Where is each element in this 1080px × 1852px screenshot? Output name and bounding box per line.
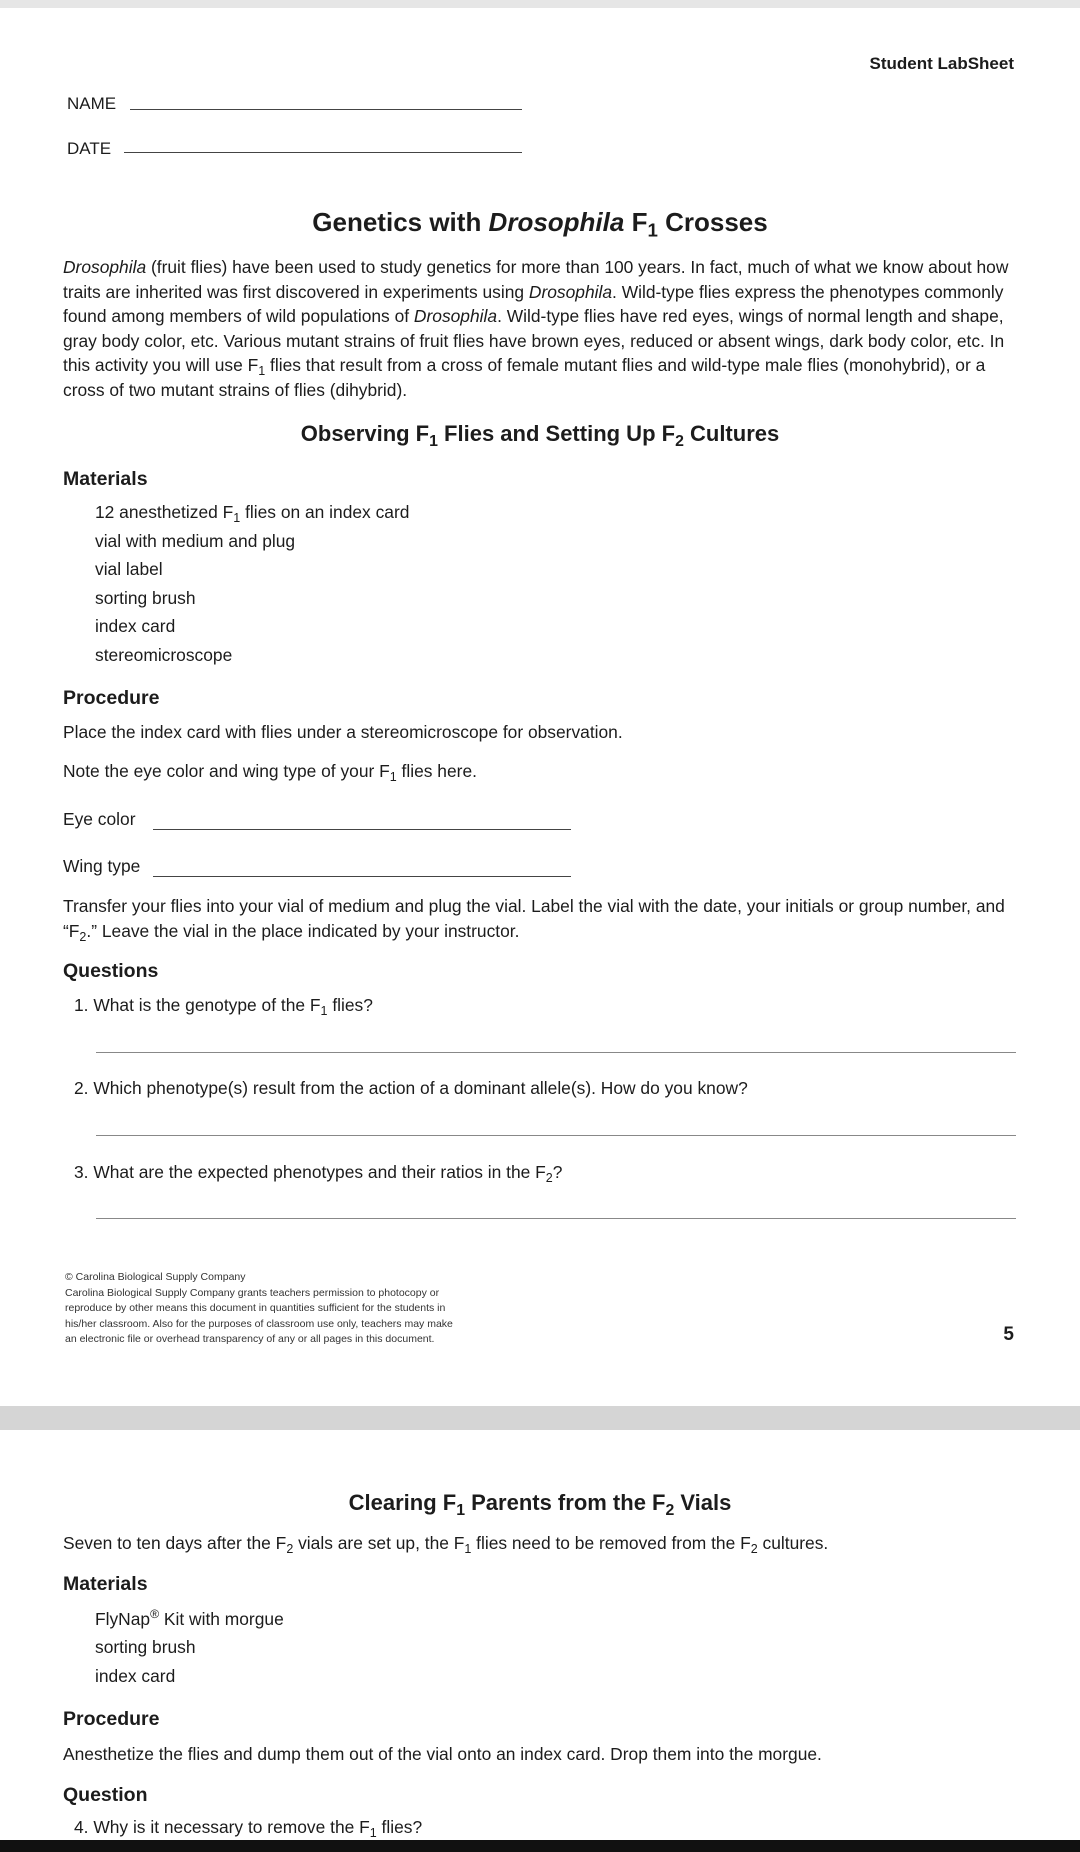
materials-heading: Materials <box>63 468 148 490</box>
material-item: vial with medium and plug <box>95 531 296 551</box>
page2-intro: Seven to ten days after the $F_2$ vials are set up, the $F_1$ flies need to be removed from the $F_2$ cultures. <box>63 1533 829 1556</box>
question-3: 3. What are the expected phenotypes and their ratios in the $F_2$? <box>74 1162 563 1185</box>
material-item: vial label <box>95 559 163 579</box>
page2-title: Clearing $F_1$ Parents from the $F_2$ Vials <box>348 1490 732 1519</box>
answer-line-3[interactable] <box>96 1218 1016 1219</box>
date-label: DATE <box>67 139 112 158</box>
bottom-edge <box>0 1840 1080 1852</box>
intro-paragraph: Drosophila (fruit flies) have been used to study genetics for more than 100 years. In fact, much of what we know about how traits are inherited was first discovered in experiments using Drosophila. Wild-type flies express the phenotypes commonly found among members of wild populations of Drosophila. Wild-type flies have red eyes, wings of normal length and shape, gray body color, etc. Various mutant strains of fruit flies have brown eyes, reduced or absent wings, dark body color, etc. In this activity you will use $F_1$ flies that result from a cross of female mutant flies and wild-type male flies (monohybrid), or a cross of two mutant strains of flies (dihybrid). <box>63 257 1009 400</box>
material-item: stereomicroscope <box>95 645 233 665</box>
procedure-step: Place the index card with flies under a stereomicroscope for observation. <box>63 722 623 742</box>
material-item: sorting brush <box>95 1637 196 1657</box>
procedure-heading: Procedure <box>63 687 160 709</box>
material-item: index card <box>95 616 176 636</box>
page-number: 5 <box>1003 1324 1014 1345</box>
wing-type-label: Wing type <box>63 856 141 876</box>
section-title: Observing $F_1$ Flies and Setting Up $F_2$ Cultures <box>300 421 780 450</box>
copyright-footer: © Carolina Biological Supply Company Carolina Biological Supply Company grants teachers permission to photocopy or reproduce by other means this document in quantities sufficient for the students in his/her classroom. Also for the purposes of classroom use only, teachers may make an electronic file or overhead transparency of any or all pages in this document. <box>65 1271 453 1345</box>
questions-heading: Questions <box>63 960 159 982</box>
material-item: sorting brush <box>95 588 196 608</box>
page2-procedure-heading: Procedure <box>63 1708 160 1730</box>
page-separator <box>0 1406 1080 1430</box>
question-4: 4. Why is it necessary to remove the $F_1$ flies? <box>74 1817 423 1840</box>
top-edge <box>0 0 1080 8</box>
wing-type-line[interactable] <box>153 876 571 877</box>
page2-materials-heading: Materials <box>63 1573 148 1595</box>
material-item: 12 anesthetized $F_1$ flies on an index card <box>95 502 410 525</box>
page-title: Genetics with Drosophila $F_1$ Crosses <box>312 207 768 241</box>
procedure-step: Note the eye color and wing type of your $F_1$ flies here. <box>63 761 477 784</box>
material-item: index card <box>95 1666 176 1686</box>
eye-color-line[interactable] <box>153 829 571 830</box>
question-2: 2. Which phenotype(s) result from the action of a dominant allele(s). How do you know? <box>74 1078 748 1098</box>
date-line[interactable] <box>124 152 522 153</box>
transfer-instructions: Transfer your flies into your vial of medium and plug the vial. Label the vial with the date, your initials or group number, and “$F_2$.” Leave the vial in the place indicated by your instructor. <box>63 896 1005 944</box>
labsheet-header: Student LabSheet <box>869 54 1014 73</box>
name-line[interactable] <box>130 109 522 110</box>
name-label: NAME <box>67 94 117 113</box>
page2-procedure-step: Anesthetize the flies and dump them out of the vial onto an index card. Drop them into the morgue. <box>63 1744 822 1764</box>
eye-color-label: Eye color <box>63 809 136 829</box>
answer-line-1[interactable] <box>96 1052 1016 1053</box>
question-1: 1. What is the genotype of the $F_1$ flies? <box>74 995 373 1018</box>
page2-question-heading: Question <box>63 1784 148 1806</box>
material-item: FlyNap® Kit with morgue <box>95 1607 284 1629</box>
answer-line-2[interactable] <box>96 1135 1016 1136</box>
